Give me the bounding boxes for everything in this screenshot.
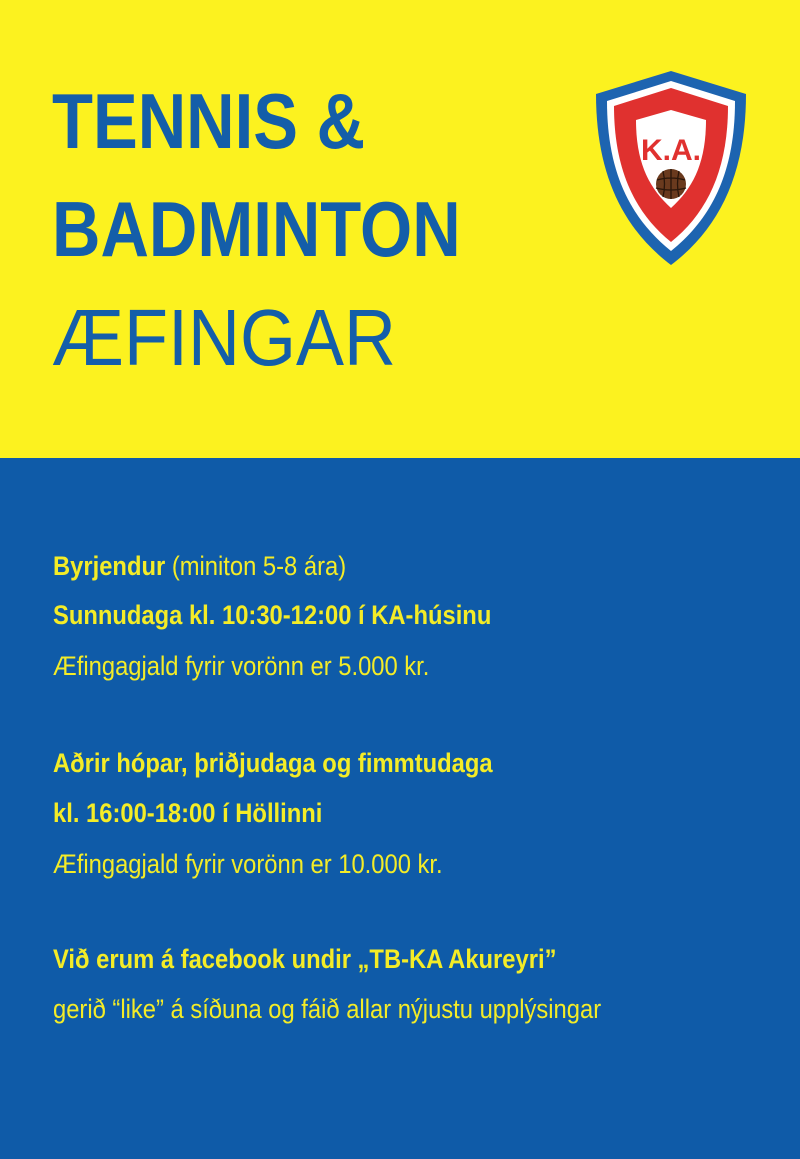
beginners-label: Byrjendur [53, 551, 166, 581]
beginners-heading [53, 553, 346, 580]
beginners-schedule: Sunnudaga kl. 10:30-12:00 í KA-húsinu [53, 600, 492, 630]
other-groups-fee: Æfingagjald fyrir vorönn er 10.000 kr. [53, 849, 443, 879]
other-groups-schedule-time: kl. 16:00-18:00 í Höllinni [53, 798, 323, 828]
title-line-3: ÆFINGAR [52, 293, 397, 382]
title-line-1: TENNIS & [52, 77, 366, 165]
other-groups-schedule-days: Aðrir hópar, þriðjudaga og fimmtudaga [53, 748, 493, 778]
facebook-info: Við erum á facebook undir „TB-KA Akureyri” [53, 944, 557, 974]
facebook-like-note: gerið “like” á síðuna og fáið allar nýjustu upplýsingar [53, 994, 602, 1024]
beginners-age-note: (miniton 5-8 ára) [165, 551, 347, 581]
title-line-2: BADMINTON [52, 185, 461, 273]
beginners-fee: Æfingagjald fyrir vorönn er 5.000 kr. [53, 651, 430, 681]
ka-club-logo [592, 68, 750, 268]
logo-letters: K.A. [641, 134, 701, 167]
